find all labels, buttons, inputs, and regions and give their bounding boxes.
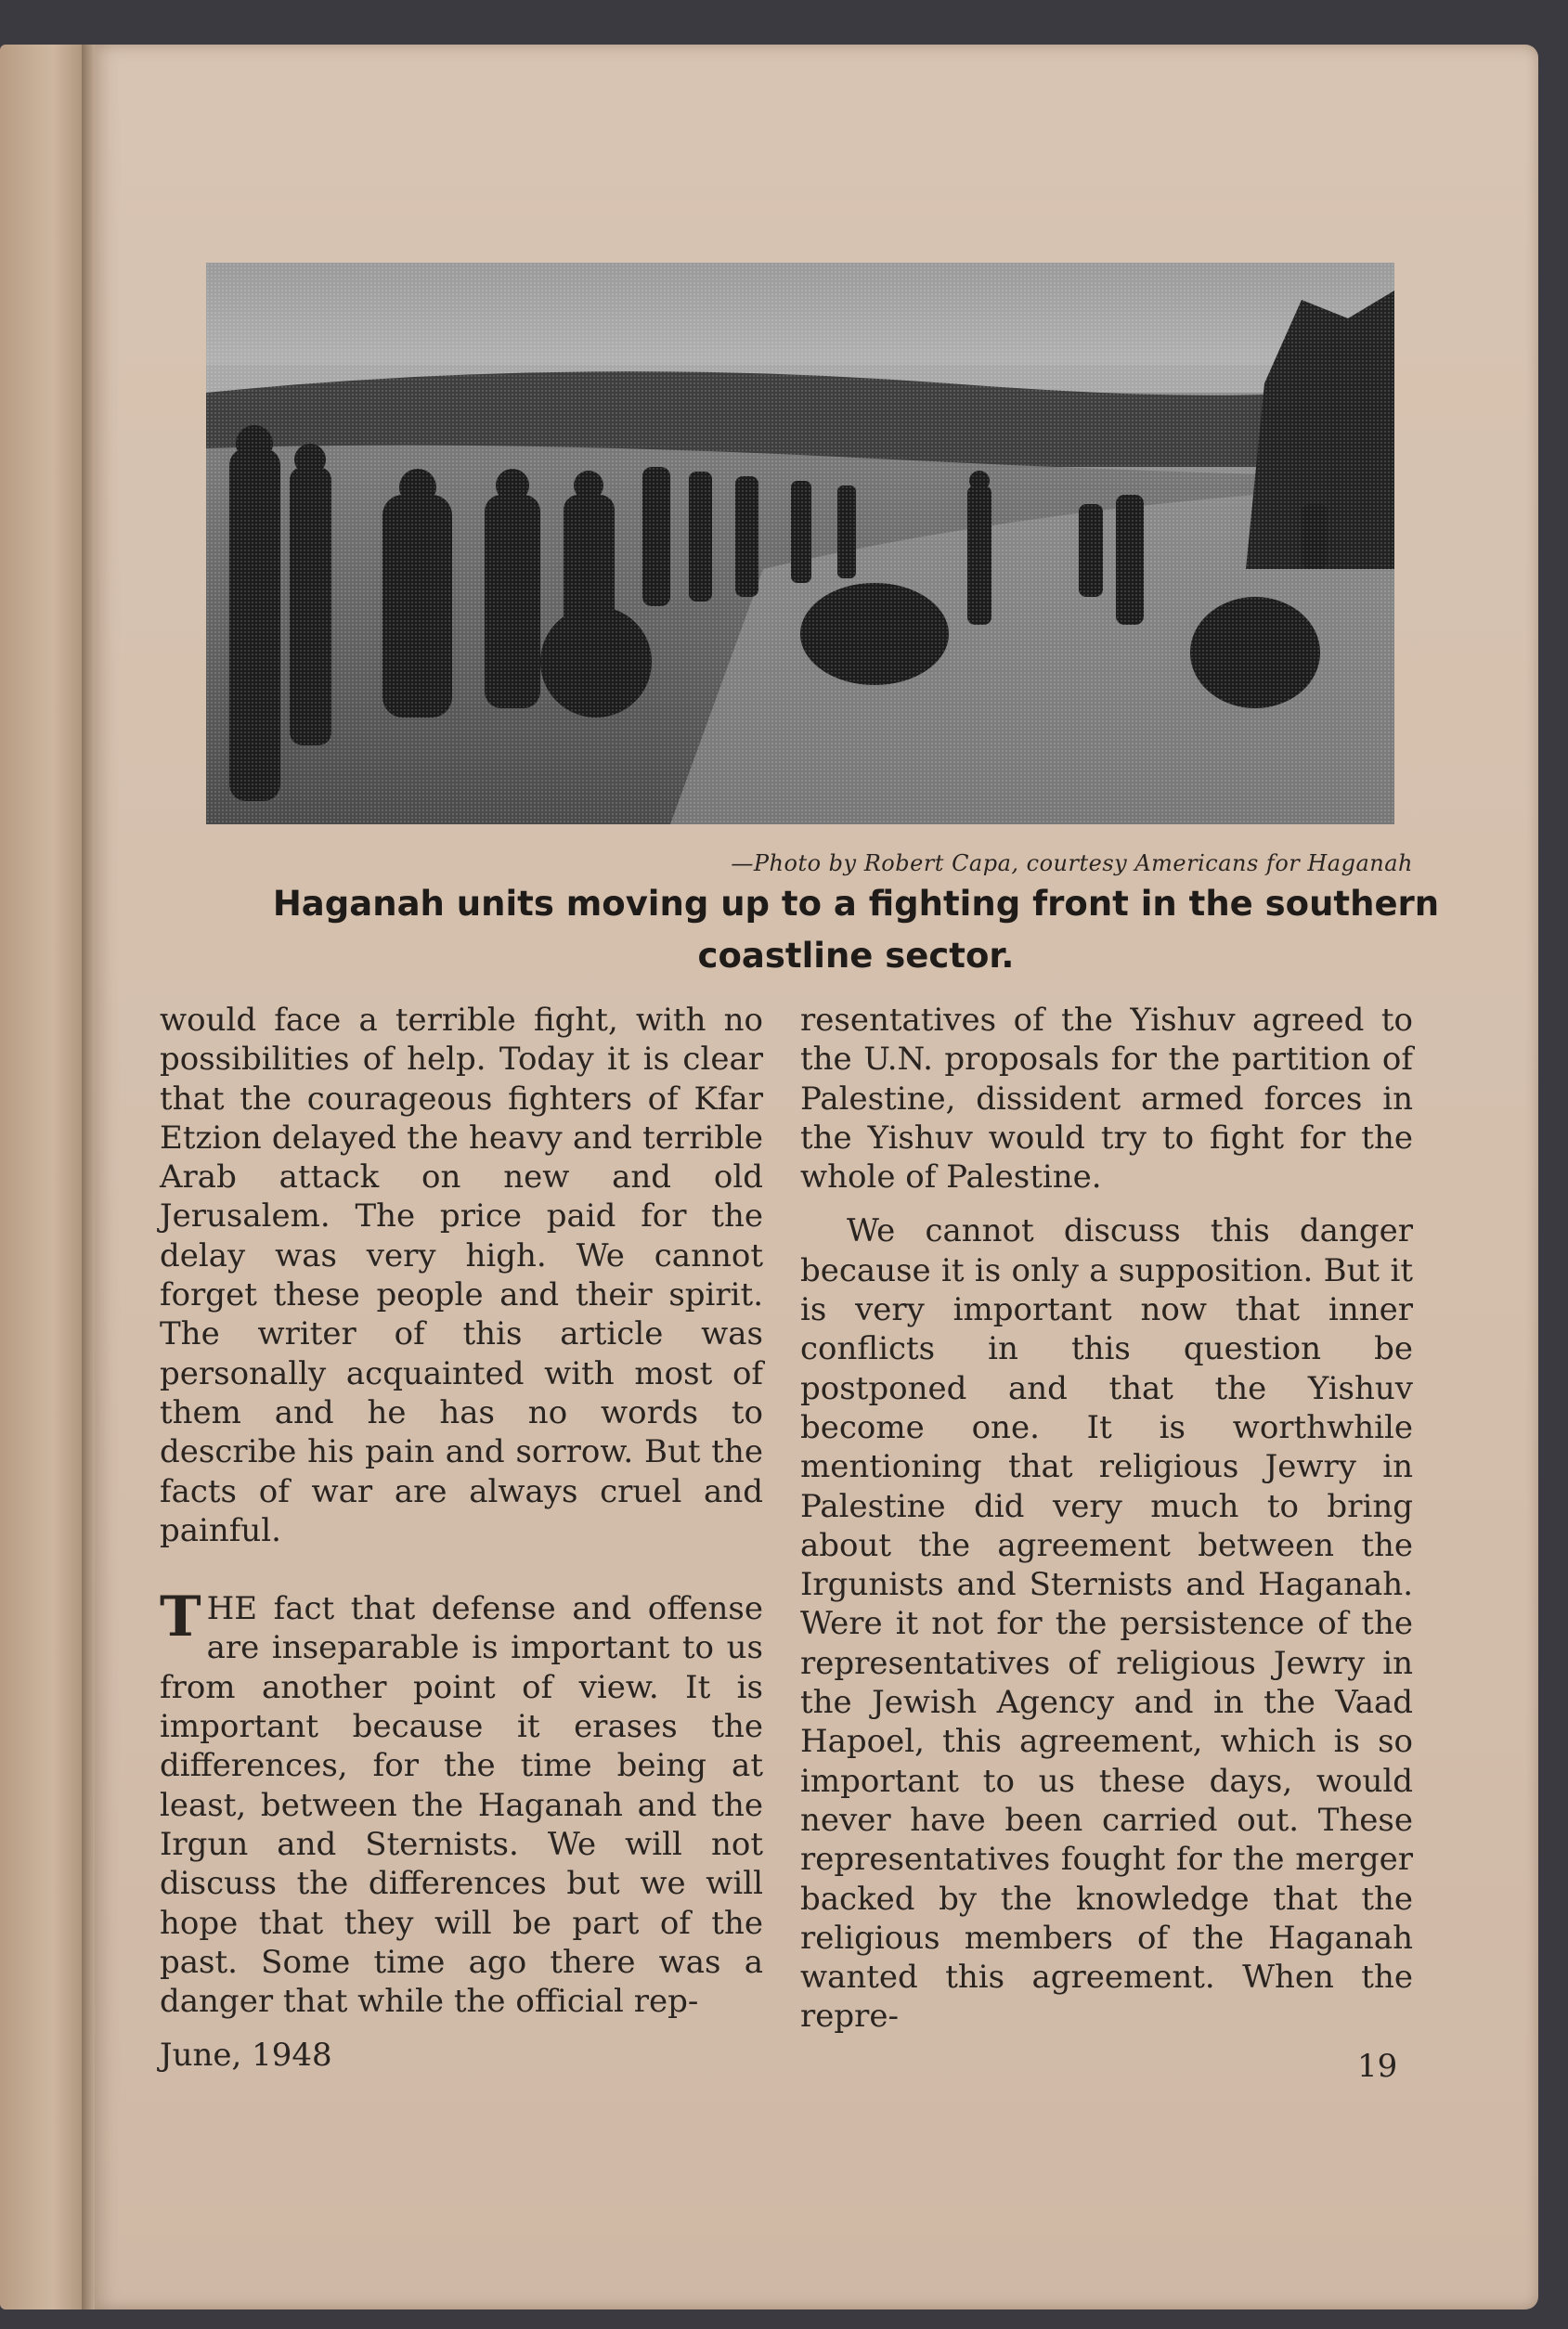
paragraph: We cannot discuss this danger because it is only a supposition. But it is very important now that inner conflicts in this question be postponed and that the Yishuv become one. It is worthwhile mentioning that religious Jewry in Palestine did very much to bring about the agreement between the Irgunists and Sternists and Haganah. Were it not for the persistence of the representatives of religious Jewry in the Jewish Agency and in the Vaad Hapoel, this agreement, which is so important to us these days, would never have been carried out. These representatives fought for the merger backed by the knowledge that the religious members of the Haganah wanted this agreement. When the repre- bbox=[800, 1212, 1413, 2036]
facing-page-edge bbox=[0, 45, 88, 2310]
left-column bbox=[160, 1001, 763, 2021]
paragraph-text: HE fact that defense and offense are inseparable is important to us from another point of view. It is important because it erases the differences, for the time being at least, between the Haganah and the Irgun and Sternists. We will not discuss the differences but we will hope that they will be part of the past. Some time ago there was a danger that while the official rep- bbox=[160, 1590, 763, 2021]
right-column bbox=[800, 1001, 1413, 2037]
photo-credit: —Photo by Robert Capa, courtesy Americans for Haganah bbox=[731, 850, 1413, 876]
paragraph-with-dropcap bbox=[160, 1585, 763, 2021]
photo-caption: Haganah units moving up to a fighting front in the southern coastline sector. bbox=[272, 884, 1440, 976]
book-gutter bbox=[82, 45, 95, 2310]
page-number: 19 bbox=[1357, 2048, 1398, 2085]
drop-cap: T bbox=[160, 1585, 201, 1650]
issue-date: June, 1948 bbox=[160, 2037, 332, 2074]
paragraph: resentatives of the Yishuv agreed to the U.N. proposals for the partition of Palestine, dissident armed forces in the Yishuv would try to fight for the whole of Palestine. bbox=[800, 1002, 1413, 1197]
halftone-photo bbox=[206, 263, 1394, 824]
paragraph: would face a terrible fight, with no possibilities of help. Today it is clear that the courageous fighters of Kfar Etzion delayed the heavy and terrible Arab attack on new and old Jerusalem. The price paid for the delay was very high. We cannot forget these people and their spirit. The writer of this article was personally acquainted with most of them and he has no words to describe his pain and sorrow. But the facts of war are always cruel and painful. bbox=[160, 1002, 763, 1549]
magazine-page bbox=[95, 45, 1538, 2310]
photo-icon bbox=[206, 263, 1394, 824]
